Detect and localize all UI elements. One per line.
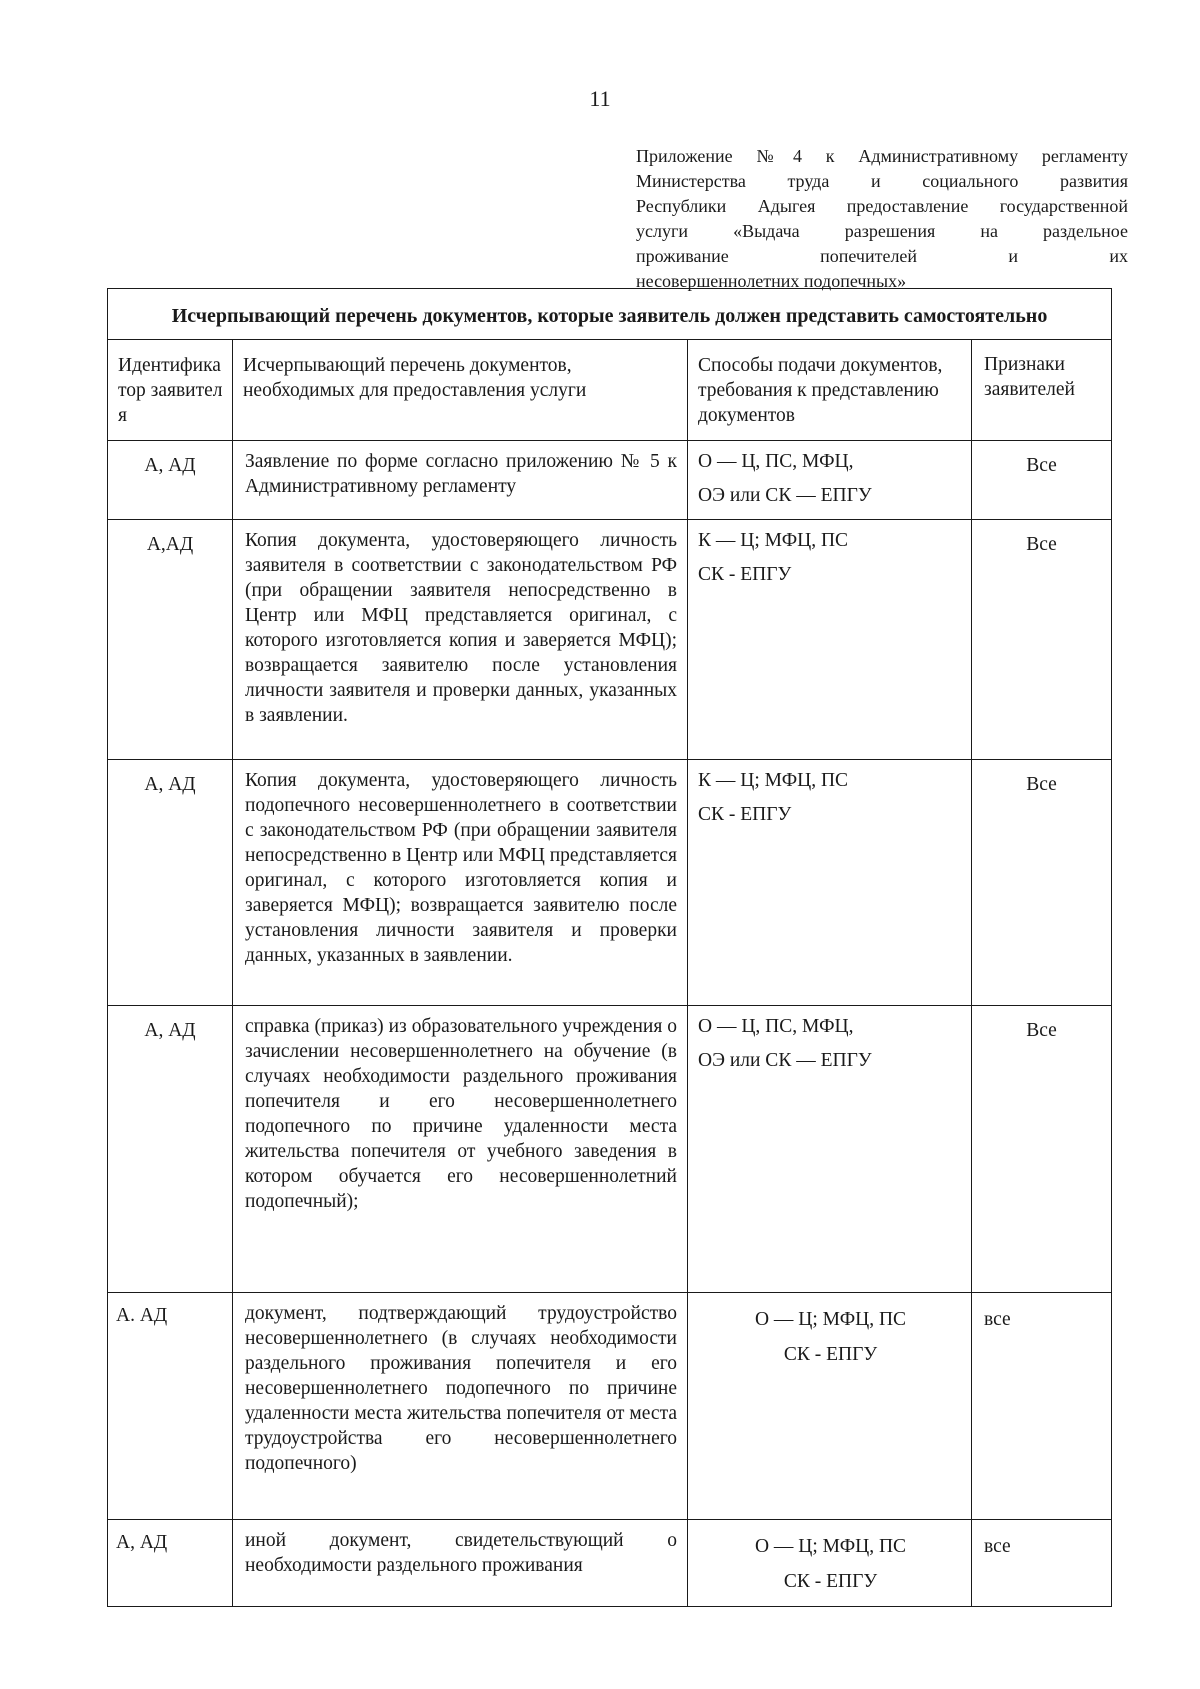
row-identifier: А, АД xyxy=(108,441,233,520)
table-row xyxy=(108,760,1112,1006)
row-methods xyxy=(688,760,972,1006)
method-line: К — Ц; МФЦ, ПС xyxy=(698,530,849,551)
row-document: Копия документа, удостоверяющего личность заявителя в соответствии с законодательством РФ (при обращении заявителя непосредственно в Центр или МФЦ представляется оригинал, с которого изготовляется копия и заверяется МФЦ); возвращается заявителю после установления личности заявителя и проверки данных, указанных в заявлении. xyxy=(233,520,688,760)
row-identifier: А,АД xyxy=(108,520,233,760)
method-line: ОЭ или СК — ЕПГУ xyxy=(698,485,872,506)
header-identifier: Идентификатор заявителя xyxy=(108,340,233,441)
table-caption: Исчерпывающий перечень документов, которые заявитель должен представить самостоятельно xyxy=(108,289,1112,340)
row-sign: все xyxy=(972,1520,1112,1607)
row-identifier: А. АД xyxy=(108,1293,233,1520)
table-row xyxy=(108,520,1112,760)
appendix-line: Приложение №4 к Административному регламенту xyxy=(636,146,1128,166)
method-line: СК - ЕПГУ xyxy=(698,804,792,825)
row-identifier: А, АД xyxy=(108,760,233,1006)
page-number: 11 xyxy=(589,86,611,111)
row-identifier: А, АД xyxy=(108,1520,233,1607)
appendix-line: Министерства труда и социального развития xyxy=(636,171,1128,191)
row-document: справка (приказ) из образовательного учреждения о зачислении несовершеннолетнего на обучение (в случаях необходимости раздельного проживания попечителя и его несовершеннолетнего подопечного по причине удаленности места жительства попечителя от учебного заведения в котором обучается его несовершеннолетний подопечный); xyxy=(233,1006,688,1293)
header-methods: Способы подачи документов, требования к представлению документов xyxy=(688,340,972,441)
table-row xyxy=(108,441,1112,520)
header-documents: Исчерпывающий перечень документов, необходимых для предоставления услуги xyxy=(233,340,688,441)
method-line: О — Ц, ПС, МФЦ, xyxy=(698,1016,854,1037)
appendix-line: несовершеннолетних подопечных» xyxy=(636,271,907,291)
row-sign: Все xyxy=(972,1006,1112,1293)
method-line: СК - ЕПГУ xyxy=(783,1344,878,1365)
row-sign: Все xyxy=(972,760,1112,1006)
row-document: Копия документа, удостоверяющего личность подопечного несовершеннолетнего в соответствии с законодательством РФ (при обращении заявителя непосредственно в Центр или МФЦ представляется оригинал, с которого изготовляется копия и заверяется МФЦ); возвращается заявителю после установления личности заявителя и проверки данных, указанных в заявлении. xyxy=(233,760,688,1006)
row-document: Заявление по форме согласно приложению № 5 к Административному регламенту xyxy=(233,441,688,520)
documents-table xyxy=(107,288,1112,1607)
method-line: О — Ц; МФЦ, ПС xyxy=(754,1536,907,1557)
method-line: ОЭ или СК — ЕПГУ xyxy=(698,1050,872,1071)
method-line: О — Ц, ПС, МФЦ, xyxy=(698,451,854,472)
row-methods xyxy=(688,520,972,760)
row-methods xyxy=(688,1520,972,1607)
row-sign: все xyxy=(972,1293,1112,1520)
table-caption-row xyxy=(108,289,1112,340)
appendix-line: услуги «Выдача разрешения на раздельное xyxy=(636,221,1128,241)
method-line: СК - ЕПГУ xyxy=(698,564,792,585)
row-methods xyxy=(688,1293,972,1520)
method-line: СК - ЕПГУ xyxy=(783,1571,878,1592)
row-methods xyxy=(688,1006,972,1293)
row-methods xyxy=(688,441,972,520)
appendix-note xyxy=(636,144,1128,294)
table-row xyxy=(108,1006,1112,1293)
row-sign: Все xyxy=(972,441,1112,520)
row-sign: Все xyxy=(972,520,1112,760)
appendix-line: Республики Адыгея предоставление государственной xyxy=(636,196,1128,216)
method-line: К — Ц; МФЦ, ПС xyxy=(698,770,849,791)
header-signs: Признаки заявителей xyxy=(972,340,1112,441)
table-header-row xyxy=(108,340,1112,441)
table-row xyxy=(108,1293,1112,1520)
method-line: О — Ц; МФЦ, ПС xyxy=(754,1309,907,1330)
row-identifier: А, АД xyxy=(108,1006,233,1293)
row-document: документ, подтверждающий трудоустройство несовершеннолетнего (в случаях необходимости раздельного проживания попечителя и его несовершеннолетнего подопечного по причине удаленности места жительства попечителя от места трудоустройства его несовершеннолетнего подопечного) xyxy=(233,1293,688,1520)
table-row xyxy=(108,1520,1112,1607)
appendix-line: проживание попечителей и их xyxy=(636,246,1128,266)
row-document: иной документ, свидетельствующий о необходимости раздельного проживания xyxy=(233,1520,688,1607)
